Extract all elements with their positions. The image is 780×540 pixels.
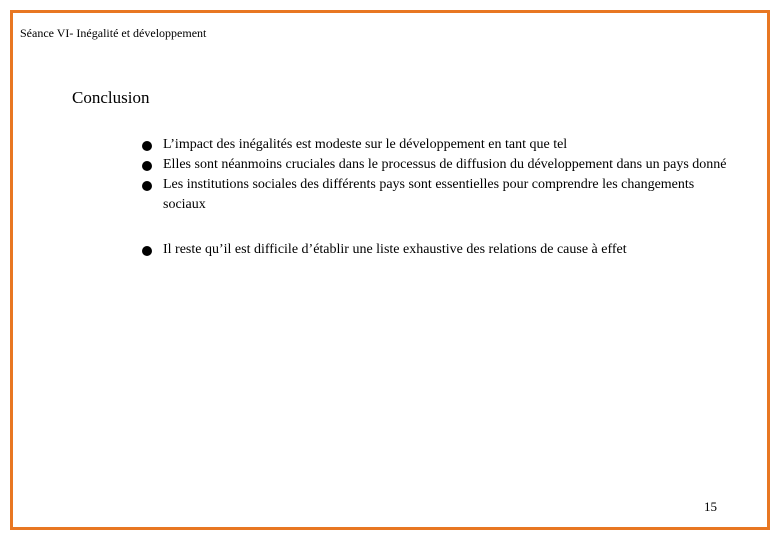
bullet-text: Les institutions sociales des différents pays sont essentielles pour comprendre les changements sociaux	[163, 177, 695, 212]
slide-frame	[10, 10, 770, 530]
bullet-item	[138, 155, 738, 175]
bullet-dot-icon	[142, 141, 152, 151]
bullet-item	[138, 175, 738, 215]
page-number: 15	[704, 499, 717, 514]
bullet-list	[138, 135, 738, 260]
bullet-text: Il reste qu’il est difficile d’établir une liste exhaustive des relations de cause à effet	[163, 242, 627, 257]
bullet-item	[138, 240, 738, 260]
bullet-text: Elles sont néanmoins cruciales dans le processus de diffusion du développement dans un pays donné	[163, 157, 727, 172]
bullet-item	[138, 135, 738, 155]
bullet-text: L’impact des inégalités est modeste sur le développement en tant que tel	[163, 137, 568, 152]
bullet-dot-icon	[142, 161, 152, 171]
bullet-dot-icon	[142, 181, 152, 191]
bullet-dot-icon	[142, 246, 152, 256]
section-title: Conclusion	[72, 88, 150, 107]
header-title: Séance VI- Inégalité et développement	[20, 26, 207, 40]
